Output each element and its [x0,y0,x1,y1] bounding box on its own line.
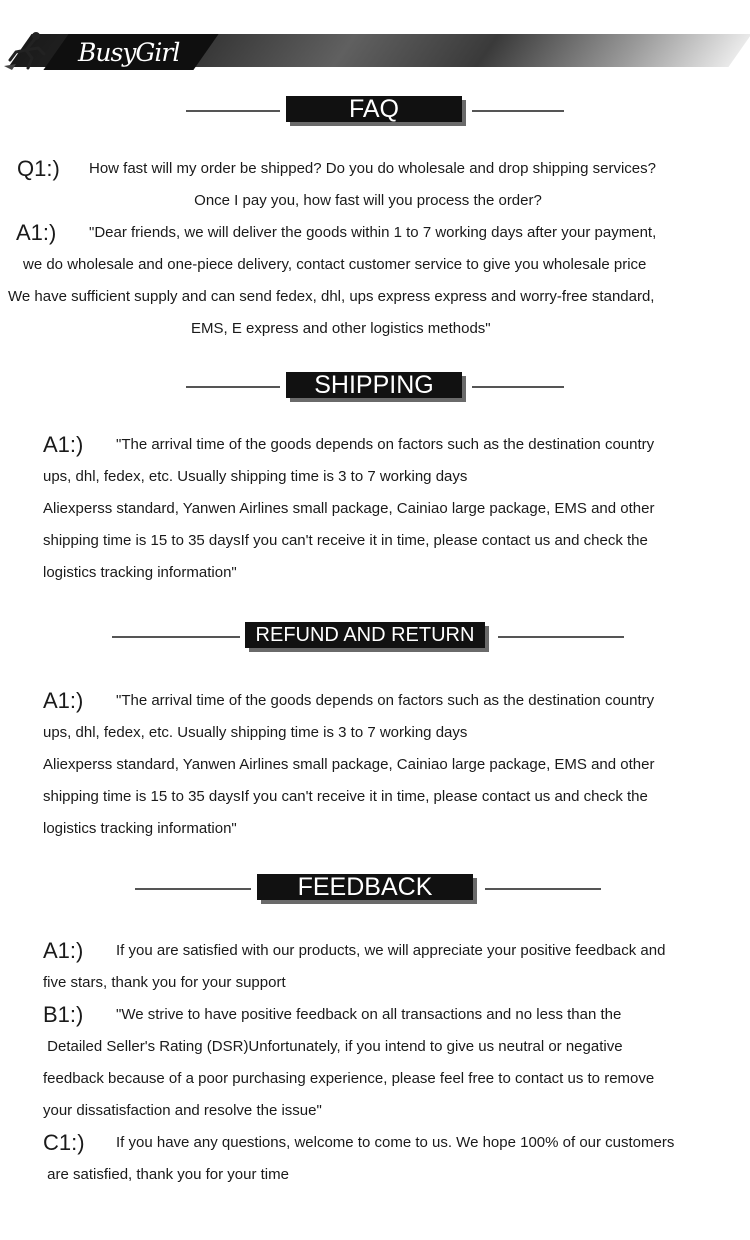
feedback-line: Detailed Seller's Rating (DSR)Unfortunately, if you intend to give us neutral or negative [43,1038,623,1055]
heading-rule-left [135,888,251,890]
brand-banner [0,0,750,80]
refund-heading [112,622,626,652]
shipping-line: "The arrival time of the goods depends on factors such as the destination country [116,436,655,453]
shipping-title: SHIPPING [286,372,462,398]
refund-title: REFUND AND RETURN [245,622,485,648]
shipping-line: Aliexperss standard, Yanwen Airlines small package, Cainiao large package, EMS and other [43,500,655,517]
feedback-title: FEEDBACK [257,874,473,900]
feedback-line: five stars, thank you for your support [43,974,286,991]
faq-title: FAQ [286,96,462,122]
shipping-line: shipping time is 15 to 35 daysIf you can't receive it in time, please contact us and check the [43,532,648,549]
shipping-line: logistics tracking information" [43,564,237,581]
faq-a1-line: We have sufficient supply and can send fedex, dhl, ups express express and worry-free standard, [8,288,655,305]
faq-a1-line: EMS, E express and other logistics methods" [191,320,491,337]
heading-rule-left [112,636,240,638]
feedback-line: feedback because of a poor purchasing experience, please feel free to contact us to remove [43,1070,655,1087]
shipping-a1-label: A1:) [43,432,84,457]
feedback-line: are satisfied, thank you for your time [43,1166,289,1183]
heading-rule-right [472,386,564,388]
feedback-heading [135,874,603,904]
feedback-line: If you are satisfied with our products, we will appreciate your positive feedback and [116,942,666,959]
faq-a1-line: we do wholesale and one-piece delivery, contact customer service to give you wholesale price [23,256,647,273]
feedback-c1-label: C1:) [43,1130,85,1155]
faq-a1-line: "Dear friends, we will deliver the goods within 1 to 7 working days after your payment, [89,224,657,241]
heading-rule-right [485,888,601,890]
faq-q1-label: Q1:) [17,156,60,181]
faq-q1-line: How fast will my order be shipped? Do you do wholesale and drop shipping services? [89,160,656,177]
heading-rule-left [186,386,280,388]
running-woman-icon [2,30,52,72]
feedback-b1-label: B1:) [43,1002,84,1027]
brand-logo: BusyGirl [78,38,180,67]
feedback-line: If you have any questions, welcome to come to us. We hope 100% of our customers [116,1134,675,1151]
refund-line: logistics tracking information" [43,820,237,837]
refund-line: "The arrival time of the goods depends on factors such as the destination country [116,692,655,709]
feedback-a1-label: A1:) [43,938,84,963]
refund-a1-label: A1:) [43,688,84,713]
faq-heading [186,96,566,126]
faq-q1-line: Once I pay you, how fast will you process the order? [194,192,542,209]
heading-rule-left [186,110,280,112]
feedback-line: "We strive to have positive feedback on all transactions and no less than the [116,1006,622,1023]
refund-line: shipping time is 15 to 35 daysIf you can't receive it in time, please contact us and check the [43,788,648,805]
refund-line: ups, dhl, fedex, etc. Usually shipping time is 3 to 7 working days [43,724,468,741]
heading-rule-right [498,636,624,638]
feedback-line: your dissatisfaction and resolve the issue" [43,1102,322,1119]
faq-a1-label: A1:) [16,220,57,245]
shipping-heading [186,372,566,402]
shipping-line: ups, dhl, fedex, etc. Usually shipping time is 3 to 7 working days [43,468,468,485]
refund-line: Aliexperss standard, Yanwen Airlines small package, Cainiao large package, EMS and other [43,756,655,773]
heading-rule-right [472,110,564,112]
